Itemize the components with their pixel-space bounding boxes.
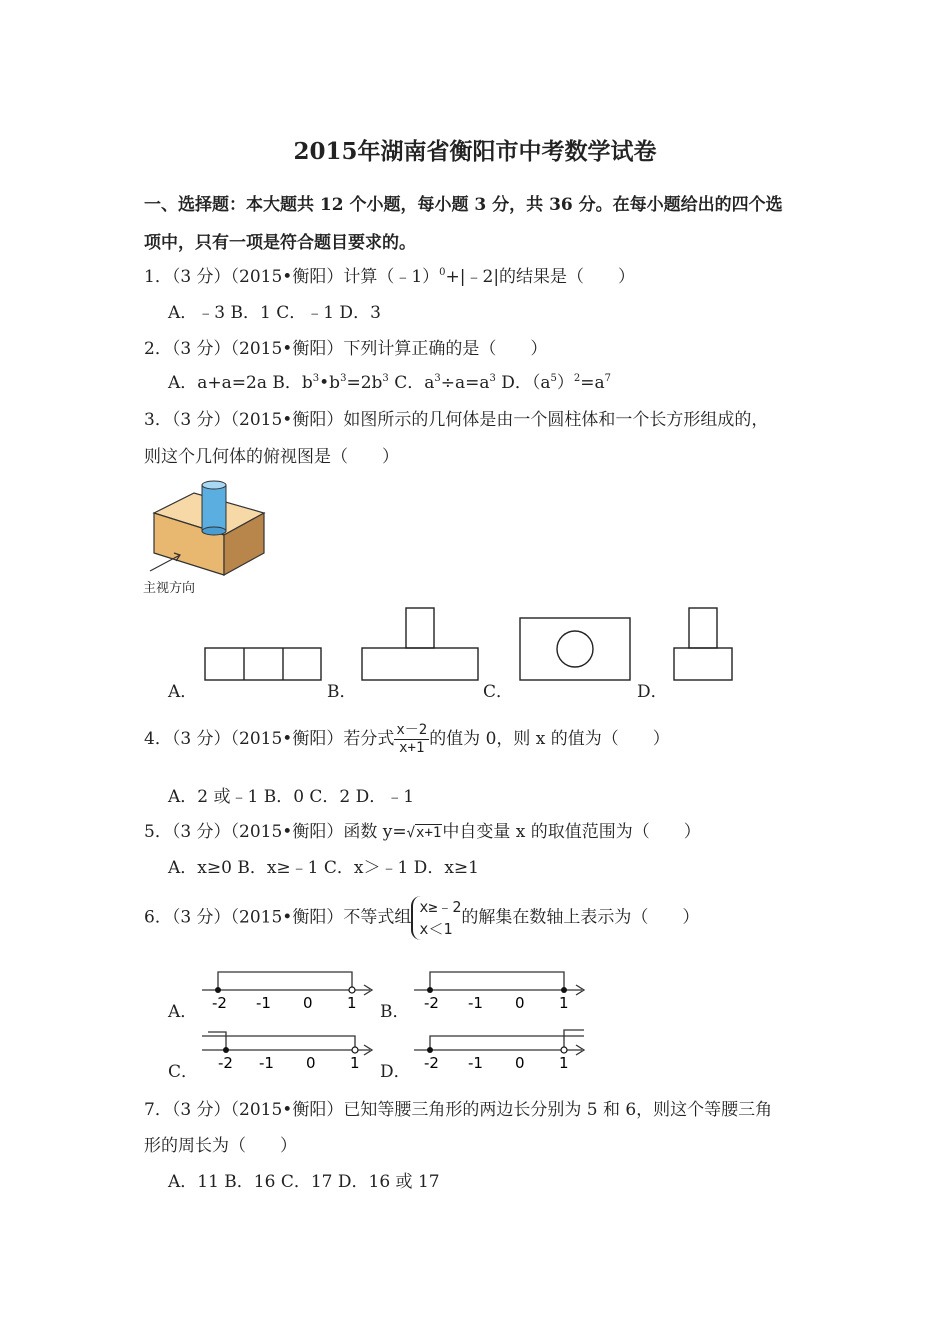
question-5-options: A．x≥0 B．x≥﹣1 C．x＞﹣1 D．x≥1	[168, 858, 479, 878]
q6-option-c-label: C．	[168, 1062, 199, 1082]
q6-option-d-numberline	[412, 1024, 592, 1074]
tick-label: -2	[424, 1054, 439, 1072]
tick-label: 0	[515, 1054, 525, 1072]
question-2: 2．（3 分）（2015•衡阳）下列计算正确的是（ ）	[144, 339, 548, 359]
section-heading-line2: 项中，只有一项是符合题目要求的。	[144, 233, 416, 253]
tick-label: 1	[347, 994, 357, 1012]
q3-option-a-figure	[203, 646, 325, 682]
question-1: 1．（3 分）（2015•衡阳）计算（﹣1）$^0$+|﹣2|的结果是（ ）	[144, 267, 636, 287]
tick-label: -1	[468, 994, 483, 1012]
q6-option-c-numberline	[200, 1024, 380, 1074]
section-heading-line1: 一、选择题：本大题共 12 个小题，每小题 3 分，共 36 分。在每小题给出的四个选	[144, 195, 783, 215]
tick-label: 1	[559, 994, 569, 1012]
q3-option-a-label: A．	[168, 682, 198, 702]
tick-label: -2	[424, 994, 439, 1012]
q3-option-c-figure	[518, 616, 634, 682]
q6-option-b-numberline	[412, 964, 592, 1014]
q3-option-b-figure	[360, 606, 482, 682]
page-title: 2015年湖南省衡阳市中考数学试卷	[293, 138, 657, 165]
tick-label: -1	[259, 1054, 274, 1072]
tick-label: -2	[218, 1054, 233, 1072]
q6-option-d-label: D．	[380, 1062, 411, 1082]
question-7-options: A．11 B．16 C．17 D．16 或 17	[168, 1172, 440, 1192]
figure-caption: 主视方向	[143, 581, 196, 596]
question-4: 4．（3 分）（2015•衡阳）若分式 $\frac{x-2}{x+1}$ 的值为 0，则 x 的值为（ ）	[144, 722, 670, 756]
tick-label: 0	[306, 1054, 316, 1072]
tick-label: -1	[468, 1054, 483, 1072]
tick-label: 0	[515, 994, 525, 1012]
question-5: 5．（3 分）（2015•衡阳）函数 y=√x+1中自变量 x 的取值范围为（ ）	[144, 822, 701, 842]
tick-label: 0	[303, 994, 313, 1012]
tick-label: -2	[212, 994, 227, 1012]
question-2-options: A．a+a=2a B．$b^3•b^3=2b^3$ C．$a^3\div a=a^3$ D．$(a^5)^2=a^7$	[168, 373, 612, 393]
q3-option-d-figure	[672, 606, 736, 682]
q6-option-a-label: A．	[168, 1002, 198, 1022]
inequality-system: x≥﹣2 x＜1	[411, 896, 461, 940]
q6-option-b-label: B．	[380, 1002, 410, 1022]
tick-label: 1	[350, 1054, 360, 1072]
question-3-line1: 3．（3 分）（2015•衡阳）如图所示的几何体是由一个圆柱体和一个长方形组成的，	[144, 410, 769, 430]
question-7-line2: 形的周长为（ ）	[144, 1136, 297, 1156]
q3-option-b-label: B．	[327, 682, 357, 702]
question-6: 6．（3 分）（2015•衡阳）不等式组 x≥﹣2 x＜1 的解集在数轴上表示为（ ）	[144, 898, 700, 938]
question-4-options: A．2 或﹣1 B．0 C．2 D．﹣1	[168, 787, 415, 807]
q3-option-c-label: C．	[483, 682, 514, 702]
q6-option-a-numberline	[200, 964, 380, 1014]
fraction: $\frac{x-2}{x+1}$	[396, 722, 428, 756]
tick-label: 1	[559, 1054, 569, 1072]
question-1-options: A．﹣3 B．1 C．﹣1 D．3	[168, 303, 381, 323]
question-3-line2: 则这个几何体的俯视图是（ ）	[144, 447, 399, 467]
q3-option-d-label: D．	[637, 682, 668, 702]
square-root: √x+1	[406, 825, 442, 841]
tick-label: -1	[256, 994, 271, 1012]
question-7-line1: 7．（3 分）（2015•衡阳）已知等腰三角形的两边长分别为 5 和 6，则这个等腰三角	[144, 1100, 773, 1120]
